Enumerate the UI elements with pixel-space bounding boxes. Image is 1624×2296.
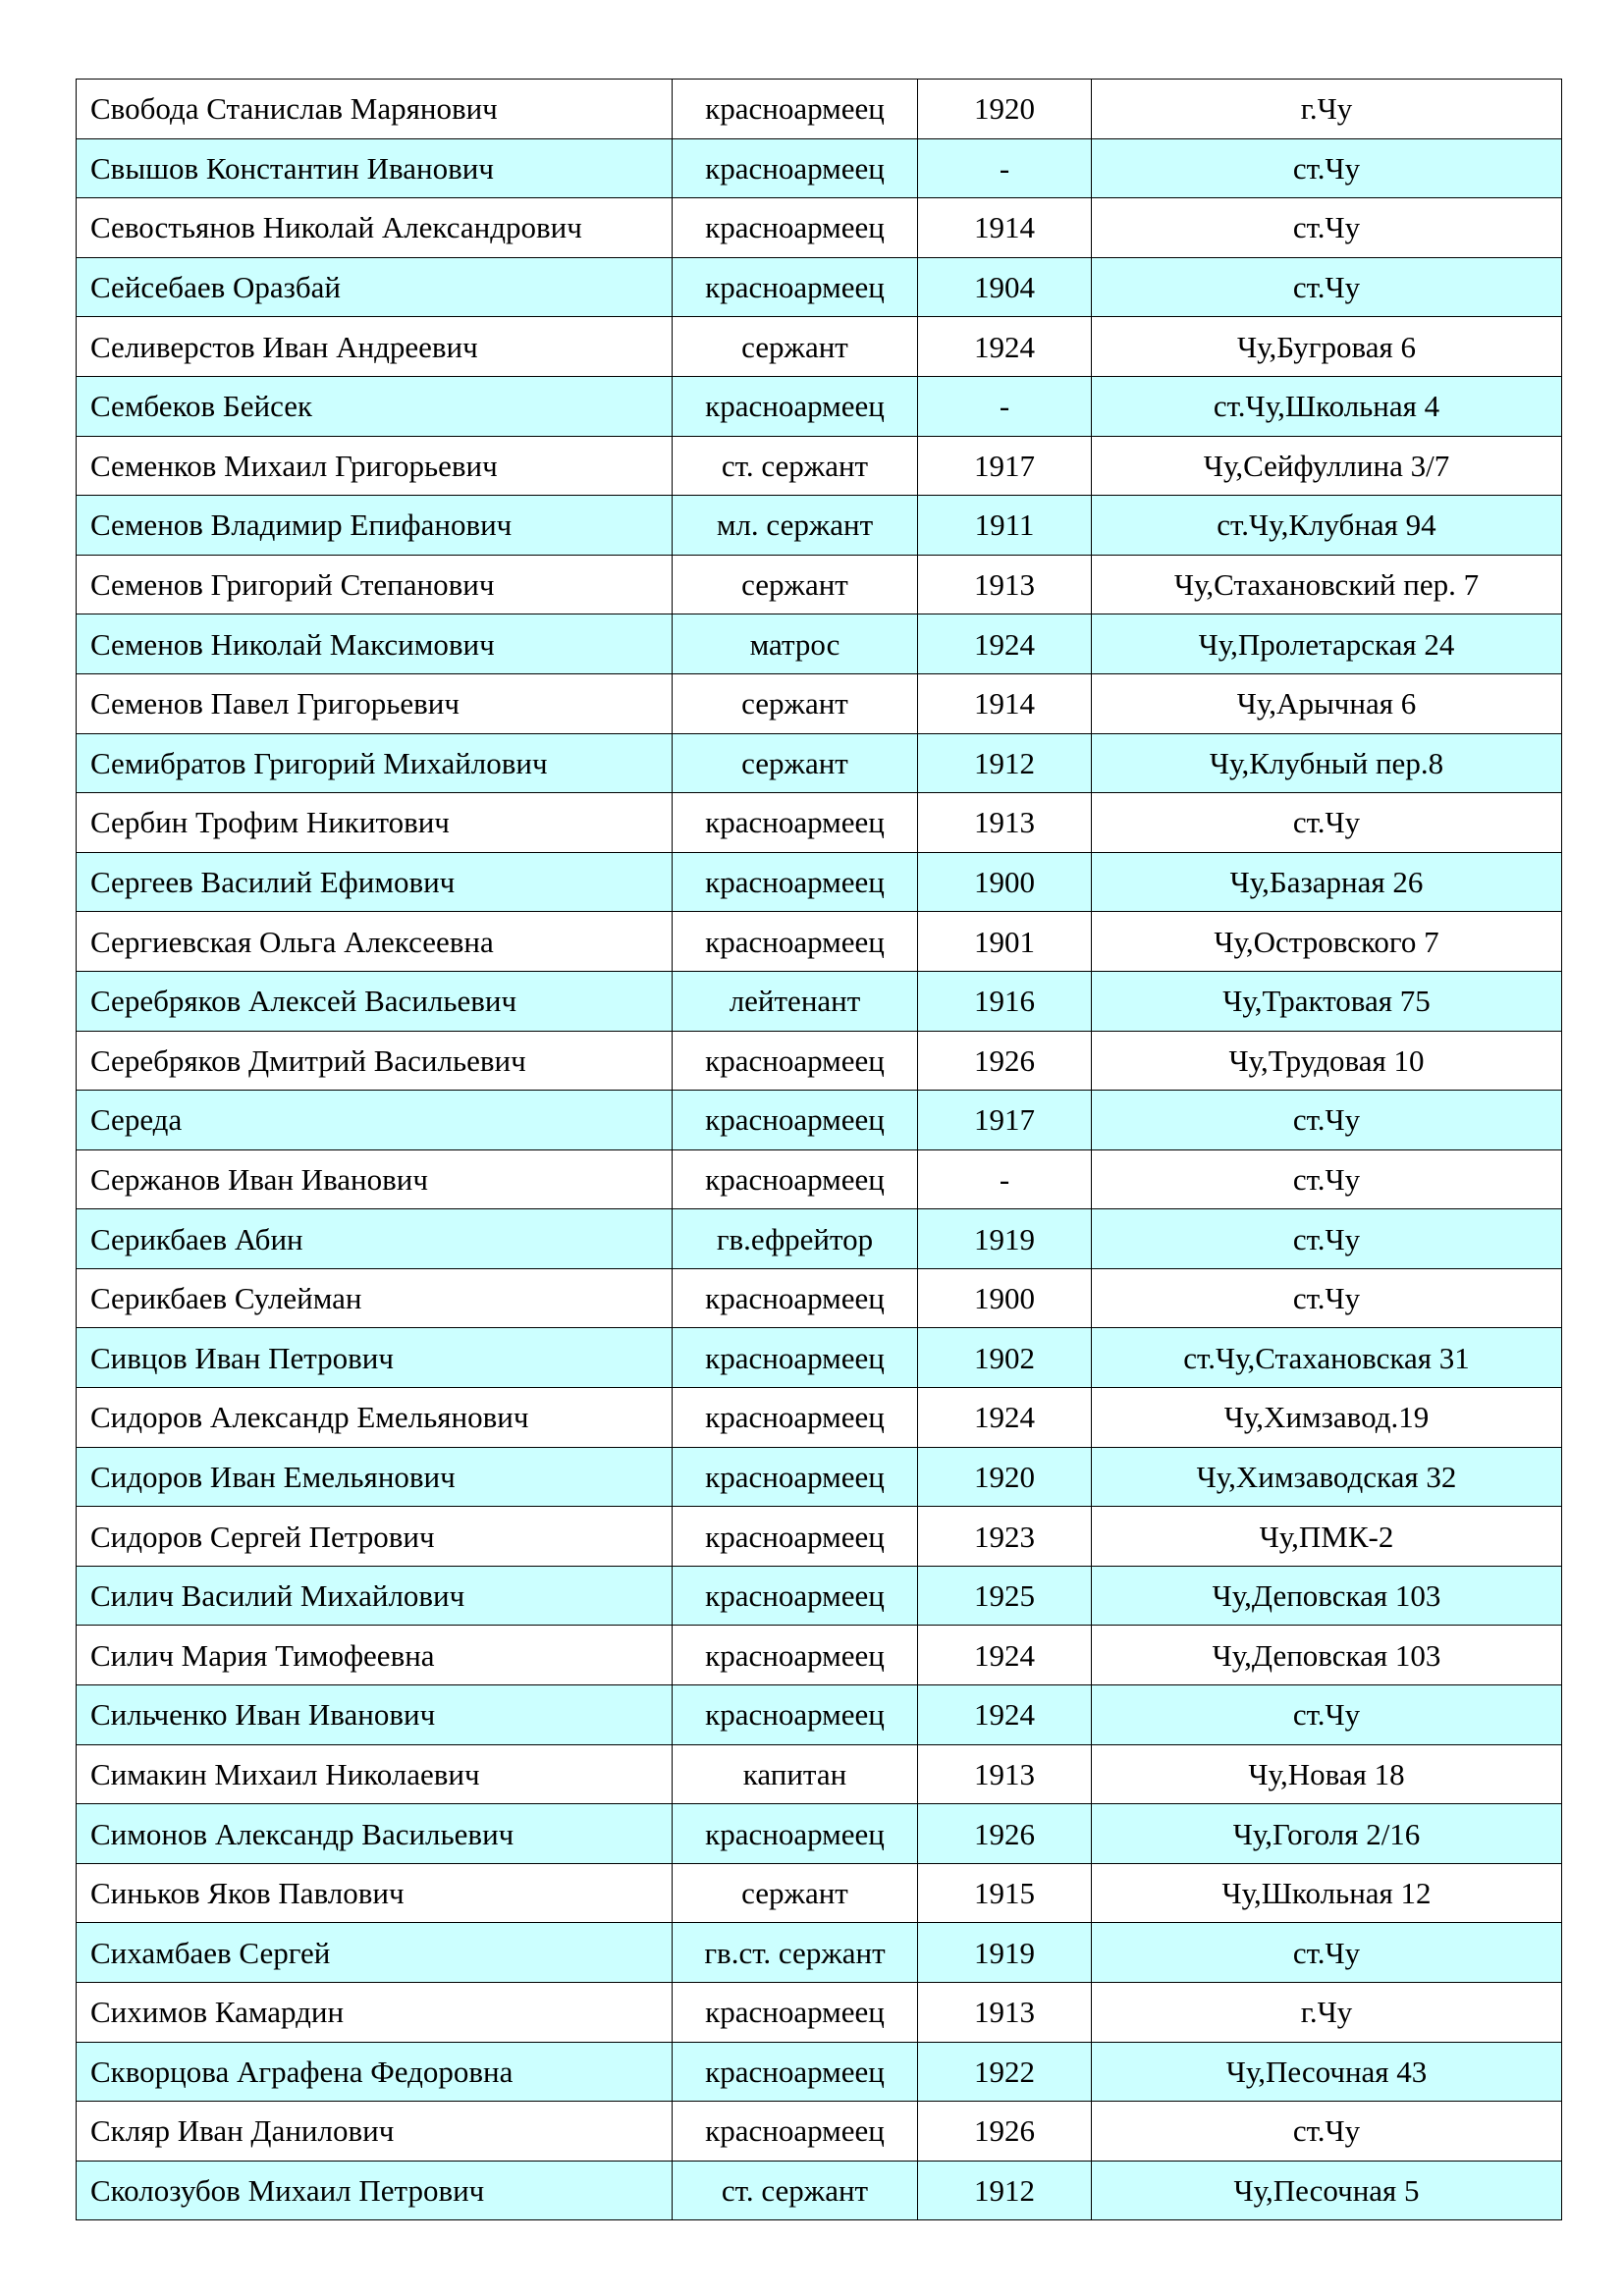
cell-year: 1920 — [918, 1447, 1092, 1507]
table-row — [77, 733, 1562, 793]
cell-name: Свобода Станислав Марянович — [77, 80, 673, 139]
cell-place: Чу,Клубный пер.8 — [1092, 733, 1562, 793]
cell-place: ст.Чу — [1092, 138, 1562, 198]
cell-place: Чу,Стахановский пер. 7 — [1092, 555, 1562, 614]
table-row — [77, 1209, 1562, 1269]
table-row — [77, 2042, 1562, 2102]
cell-name: Семенов Григорий Степанович — [77, 555, 673, 614]
cell-name: Сержанов Иван Иванович — [77, 1149, 673, 1209]
cell-name: Симонов Александр Васильевич — [77, 1804, 673, 1864]
registry-rows — [77, 80, 1562, 2220]
cell-name: Семенков Михаил Григорьевич — [77, 436, 673, 496]
cell-place: Чу,Химзаводская 32 — [1092, 1447, 1562, 1507]
table-row — [77, 852, 1562, 912]
cell-year: 1913 — [918, 1744, 1092, 1804]
cell-rank: красноармеец — [673, 1685, 918, 1745]
cell-place: ст.Чу,Клубная 94 — [1092, 496, 1562, 556]
cell-place: Чу,Арычная 6 — [1092, 673, 1562, 733]
cell-year: 1924 — [918, 1626, 1092, 1685]
cell-rank: красноармеец — [673, 1983, 918, 2043]
cell-place: Чу,Островского 7 — [1092, 912, 1562, 972]
cell-year: 1924 — [918, 1388, 1092, 1448]
cell-place: ст.Чу — [1092, 1923, 1562, 1983]
table-row — [77, 1031, 1562, 1091]
cell-name: Селиверстов Иван Андреевич — [77, 317, 673, 377]
cell-year: 1919 — [918, 1209, 1092, 1269]
cell-name: Сивцов Иван Петрович — [77, 1328, 673, 1388]
cell-place: ст.Чу — [1092, 1268, 1562, 1328]
cell-place: Чу,Базарная 26 — [1092, 852, 1562, 912]
cell-name: Сихимов Камардин — [77, 1983, 673, 2043]
cell-place: Чу,Деповская 103 — [1092, 1566, 1562, 1626]
cell-rank: сержант — [673, 733, 918, 793]
cell-place: ст.Чу,Школьная 4 — [1092, 376, 1562, 436]
cell-place: г.Чу — [1092, 80, 1562, 139]
cell-year: 1919 — [918, 1923, 1092, 1983]
cell-year: 1920 — [918, 80, 1092, 139]
cell-rank: красноармеец — [673, 1626, 918, 1685]
table-row — [77, 1744, 1562, 1804]
cell-name: Сильченко Иван Иванович — [77, 1685, 673, 1745]
cell-year: 1900 — [918, 1268, 1092, 1328]
cell-name: Семенов Николай Максимович — [77, 614, 673, 674]
cell-name: Сергиевская Ольга Алексеевна — [77, 912, 673, 972]
cell-place: Чу,Химзавод.19 — [1092, 1388, 1562, 1448]
cell-rank: красноармеец — [673, 1804, 918, 1864]
cell-rank: красноармеец — [673, 1507, 918, 1567]
table-row — [77, 198, 1562, 258]
cell-place: ст.Чу — [1092, 1685, 1562, 1745]
cell-rank: красноармеец — [673, 376, 918, 436]
cell-place: ст.Чу,Стахановская 31 — [1092, 1328, 1562, 1388]
cell-name: Сербин Трофим Никитович — [77, 793, 673, 853]
cell-name: Серебряков Дмитрий Васильевич — [77, 1031, 673, 1091]
cell-name: Сергеев Василий Ефимович — [77, 852, 673, 912]
cell-name: Сейсебаев Оразбай — [77, 257, 673, 317]
cell-rank: красноармеец — [673, 2102, 918, 2162]
cell-name: Скворцова Аграфена Федоровна — [77, 2042, 673, 2102]
cell-name: Сидоров Иван Емельянович — [77, 1447, 673, 1507]
cell-name: Сембеков Бейсек — [77, 376, 673, 436]
table-row — [77, 436, 1562, 496]
cell-year: - — [918, 138, 1092, 198]
cell-place: Чу,ПМК-2 — [1092, 1507, 1562, 1567]
cell-place: ст.Чу — [1092, 1149, 1562, 1209]
cell-rank: сержант — [673, 673, 918, 733]
cell-rank: красноармеец — [673, 852, 918, 912]
table-row — [77, 2161, 1562, 2220]
cell-rank: красноармеец — [673, 1566, 918, 1626]
cell-name: Силич Мария Тимофеевна — [77, 1626, 673, 1685]
cell-name: Сихамбаев Сергей — [77, 1923, 673, 1983]
cell-rank: красноармеец — [673, 1388, 918, 1448]
cell-year: 1914 — [918, 673, 1092, 733]
cell-name: Семенов Павел Григорьевич — [77, 673, 673, 733]
cell-year: 1926 — [918, 2102, 1092, 2162]
cell-rank: красноармеец — [673, 793, 918, 853]
table-row — [77, 1685, 1562, 1745]
cell-rank: красноармеец — [673, 1031, 918, 1091]
table-row — [77, 376, 1562, 436]
cell-place: ст.Чу — [1092, 1091, 1562, 1150]
cell-name: Серикбаев Абин — [77, 1209, 673, 1269]
cell-place: Чу,Пролетарская 24 — [1092, 614, 1562, 674]
cell-name: Силич Василий Михайлович — [77, 1566, 673, 1626]
table-row — [77, 1268, 1562, 1328]
cell-name: Севостьянов Николай Александрович — [77, 198, 673, 258]
cell-rank: красноармеец — [673, 138, 918, 198]
cell-place: Чу,Школьная 12 — [1092, 1863, 1562, 1923]
cell-name: Сидоров Александр Емельянович — [77, 1388, 673, 1448]
cell-year: 1902 — [918, 1328, 1092, 1388]
table-row — [77, 257, 1562, 317]
table-row — [77, 1983, 1562, 2043]
table-row — [77, 1804, 1562, 1864]
cell-place: Чу,Трактовая 75 — [1092, 971, 1562, 1031]
cell-name: Серикбаев Сулейман — [77, 1268, 673, 1328]
cell-year: 1924 — [918, 614, 1092, 674]
cell-place: Чу,Песочная 43 — [1092, 2042, 1562, 2102]
cell-name: Синьков Яков Павлович — [77, 1863, 673, 1923]
cell-name: Семенов Владимир Епифанович — [77, 496, 673, 556]
table-row — [77, 1388, 1562, 1448]
cell-year: 1911 — [918, 496, 1092, 556]
table-row — [77, 80, 1562, 139]
cell-rank: сержант — [673, 317, 918, 377]
table-row — [77, 971, 1562, 1031]
table-row — [77, 1507, 1562, 1567]
cell-year: 1922 — [918, 2042, 1092, 2102]
table-row — [77, 2102, 1562, 2162]
cell-year: 1926 — [918, 1031, 1092, 1091]
cell-place: Чу,Гоголя 2/16 — [1092, 1804, 1562, 1864]
cell-year: 1917 — [918, 1091, 1092, 1150]
cell-year: 1925 — [918, 1566, 1092, 1626]
table-row — [77, 1626, 1562, 1685]
table-row — [77, 673, 1562, 733]
cell-rank: ст. сержант — [673, 2161, 918, 2220]
table-row — [77, 1149, 1562, 1209]
cell-year: 1913 — [918, 555, 1092, 614]
table-row — [77, 1566, 1562, 1626]
cell-name: Семибратов Григорий Михайлович — [77, 733, 673, 793]
cell-year: 1912 — [918, 2161, 1092, 2220]
cell-place: Чу,Бугровая 6 — [1092, 317, 1562, 377]
cell-rank: сержант — [673, 555, 918, 614]
table-row — [77, 1923, 1562, 1983]
cell-year: 1901 — [918, 912, 1092, 972]
cell-year: 1926 — [918, 1804, 1092, 1864]
cell-place: Чу,Песочная 5 — [1092, 2161, 1562, 2220]
table-row — [77, 614, 1562, 674]
cell-year: - — [918, 1149, 1092, 1209]
cell-rank: капитан — [673, 1744, 918, 1804]
cell-place: Чу,Деповская 103 — [1092, 1626, 1562, 1685]
table-row — [77, 496, 1562, 556]
cell-year: 1914 — [918, 198, 1092, 258]
table-row — [77, 138, 1562, 198]
cell-name: Скляр Иван Данилович — [77, 2102, 673, 2162]
cell-place: ст.Чу — [1092, 1209, 1562, 1269]
table-row — [77, 555, 1562, 614]
cell-rank: красноармеец — [673, 1328, 918, 1388]
table-row — [77, 317, 1562, 377]
cell-rank: красноармеец — [673, 198, 918, 258]
registry-table — [76, 79, 1562, 2220]
cell-year: 1924 — [918, 317, 1092, 377]
cell-name: Сидоров Сергей Петрович — [77, 1507, 673, 1567]
cell-year: 1924 — [918, 1685, 1092, 1745]
cell-place: Чу,Сейфуллина 3/7 — [1092, 436, 1562, 496]
cell-rank: лейтенант — [673, 971, 918, 1031]
cell-rank: матрос — [673, 614, 918, 674]
cell-place: ст.Чу — [1092, 198, 1562, 258]
cell-place: г.Чу — [1092, 1983, 1562, 2043]
cell-year: 1912 — [918, 733, 1092, 793]
cell-name: Свышов Константин Иванович — [77, 138, 673, 198]
cell-rank: красноармеец — [673, 257, 918, 317]
cell-rank: ст. сержант — [673, 436, 918, 496]
cell-name: Середа — [77, 1091, 673, 1150]
cell-year: - — [918, 376, 1092, 436]
cell-name: Сколозубов Михаил Петрович — [77, 2161, 673, 2220]
cell-place: ст.Чу — [1092, 793, 1562, 853]
table-row — [77, 1863, 1562, 1923]
cell-year: 1913 — [918, 1983, 1092, 2043]
cell-year: 1915 — [918, 1863, 1092, 1923]
cell-rank: красноармеец — [673, 1447, 918, 1507]
table-row — [77, 1328, 1562, 1388]
cell-rank: красноармеец — [673, 1091, 918, 1150]
cell-rank: красноармеец — [673, 912, 918, 972]
cell-name: Симакин Михаил Николаевич — [77, 1744, 673, 1804]
cell-year: 1916 — [918, 971, 1092, 1031]
table-row — [77, 1091, 1562, 1150]
cell-place: Чу,Трудовая 10 — [1092, 1031, 1562, 1091]
cell-rank: гв.ст. сержант — [673, 1923, 918, 1983]
cell-year: 1904 — [918, 257, 1092, 317]
cell-year: 1923 — [918, 1507, 1092, 1567]
cell-rank: сержант — [673, 1863, 918, 1923]
cell-place: Чу,Новая 18 — [1092, 1744, 1562, 1804]
cell-rank: мл. сержант — [673, 496, 918, 556]
cell-place: ст.Чу — [1092, 2102, 1562, 2162]
cell-place: ст.Чу — [1092, 257, 1562, 317]
table-row — [77, 912, 1562, 972]
cell-rank: красноармеец — [673, 2042, 918, 2102]
cell-rank: красноармеец — [673, 1149, 918, 1209]
cell-rank: красноармеец — [673, 80, 918, 139]
table-row — [77, 1447, 1562, 1507]
table-row — [77, 793, 1562, 853]
cell-year: 1917 — [918, 436, 1092, 496]
cell-rank: красноармеец — [673, 1268, 918, 1328]
cell-year: 1900 — [918, 852, 1092, 912]
cell-year: 1913 — [918, 793, 1092, 853]
cell-rank: гв.ефрейтор — [673, 1209, 918, 1269]
cell-name: Серебряков Алексей Васильевич — [77, 971, 673, 1031]
